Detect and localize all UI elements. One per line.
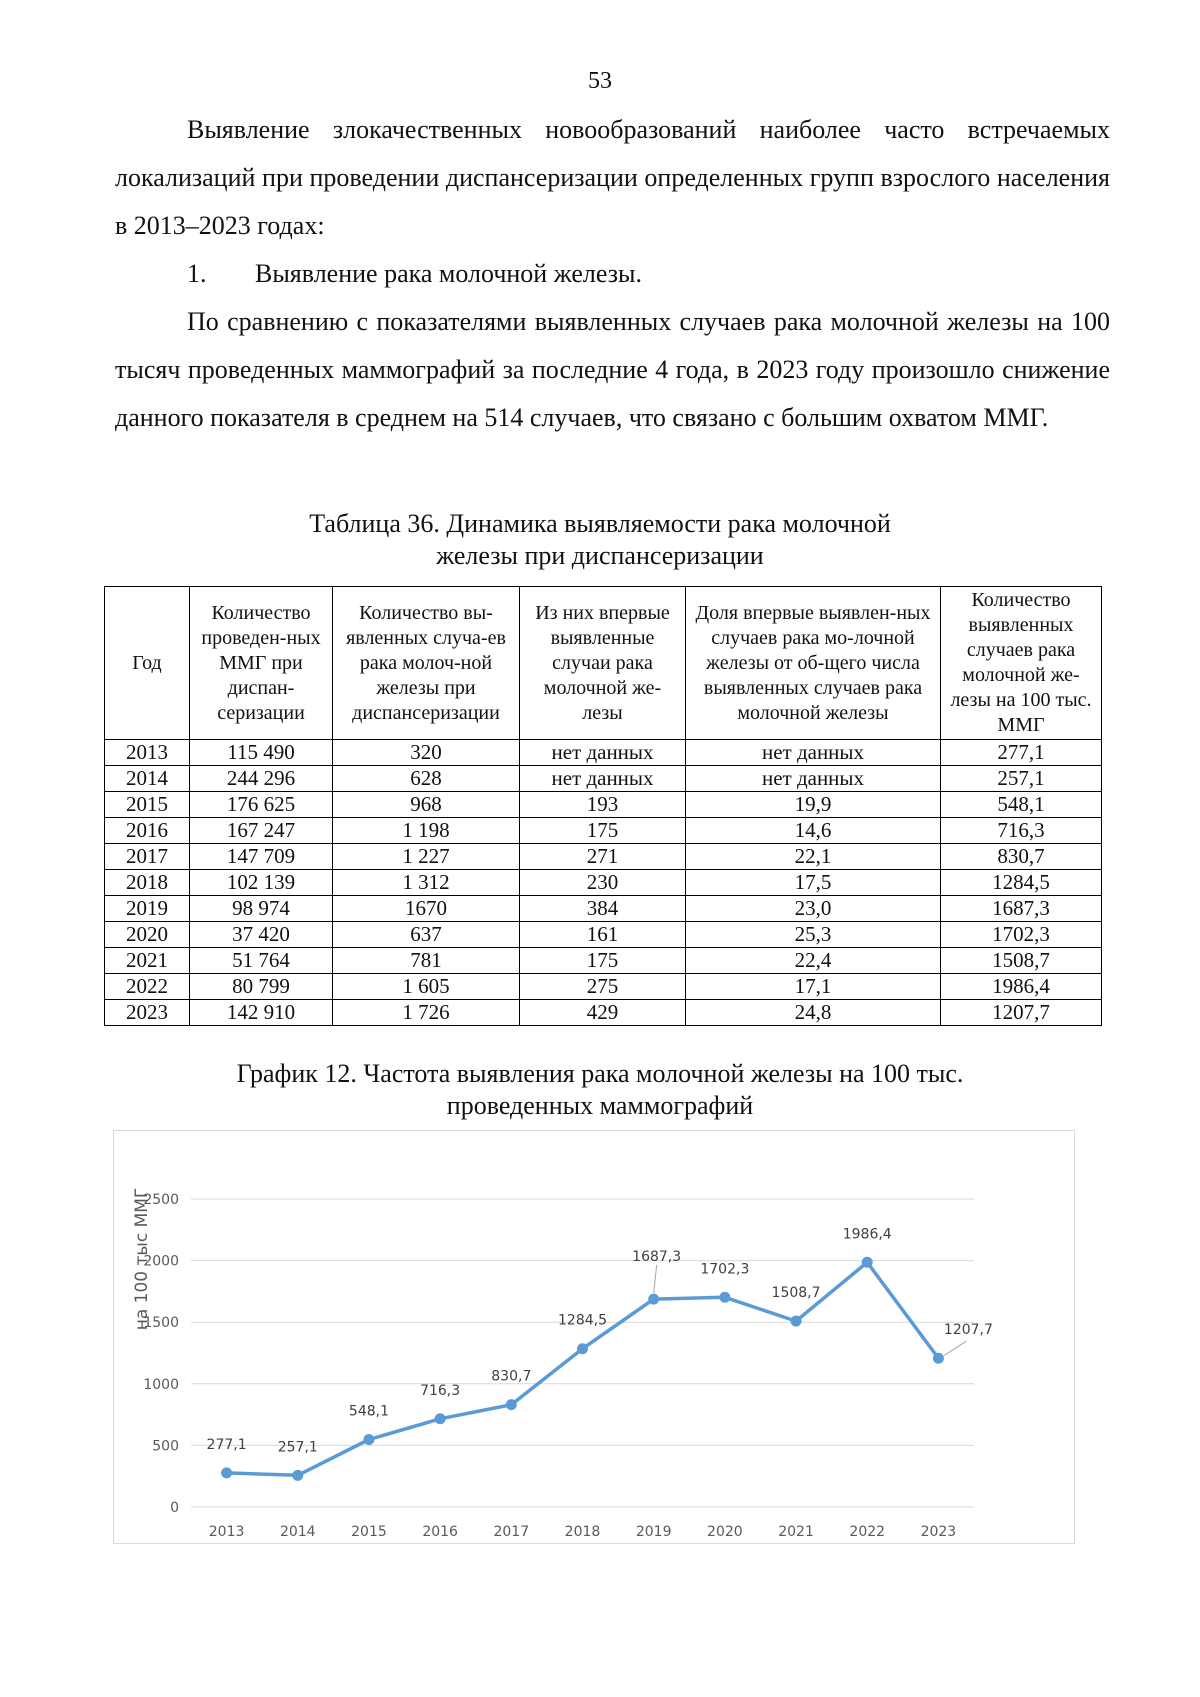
series-line-layer [227,1262,939,1475]
chart-caption-line1: График 12. Частота выявления рака молочной железы на 100 тыс. [236,1059,964,1088]
cell-detected-cases: 637 [333,922,520,948]
cell-mmg-count: 37 420 [190,922,333,948]
data-label: 548,1 [348,1403,390,1420]
cell-detected-cases: 1 605 [333,974,520,1000]
y-tick-label: 2000 [143,1253,179,1270]
leader-line [654,1265,657,1293]
list-item-number: 1. [187,259,207,288]
data-label: 830,7 [491,1368,532,1385]
cell-per-100k: 830,7 [941,844,1102,870]
cell-first-detected: 161 [520,922,686,948]
cell-detected-cases: 968 [333,792,520,818]
data-point [648,1294,659,1305]
cell-mmg-count: 176 625 [190,792,333,818]
cell-share: 24,8 [686,1000,941,1026]
chart-caption-line2: проведенных маммографий [446,1091,754,1120]
series-line [227,1262,939,1475]
x-tick-label: 2016 [422,1524,458,1540]
data-point [435,1413,446,1424]
cell-first-detected: нет данных [520,766,686,792]
data-label: 1687,3 [632,1249,682,1266]
table-caption-line2: железы при диспансеризации [436,541,764,570]
page-number: 53 [588,68,612,94]
data-label: 1284,5 [558,1312,607,1329]
cell-mmg-count: 80 799 [190,974,333,1000]
cell-year: 2016 [105,818,190,844]
data-label: 257,1 [277,1439,318,1456]
table-row [105,1000,1102,1026]
x-tick-label: 2021 [778,1524,814,1540]
cell-share: 19,9 [686,792,941,818]
x-tick-label: 2013 [208,1524,245,1540]
cell-detected-cases: 628 [333,766,520,792]
data-label: 277,1 [206,1436,247,1453]
cell-year: 2019 [105,896,190,922]
cell-year: 2018 [105,870,190,896]
list-item [115,250,1110,298]
cell-first-detected: 275 [520,974,686,1000]
cell-mmg-count: 147 709 [190,844,333,870]
cell-per-100k: 1207,7 [941,1000,1102,1026]
cell-per-100k: 548,1 [941,792,1102,818]
data-point [791,1316,802,1327]
x-tick-label: 2022 [849,1524,886,1540]
header-cell-mmg-count: Количество проведен-ных ММГ при диспан-серизации [190,587,333,740]
data-point [862,1257,873,1268]
cell-year: 2023 [105,1000,190,1026]
table-row [105,766,1102,792]
table-row [105,870,1102,896]
cell-share: 22,1 [686,844,941,870]
table-caption-line1: Таблица 36. Динамика выявляемости рака молочной [309,509,891,538]
cell-mmg-count: 51 764 [190,948,333,974]
cell-year: 2015 [105,792,190,818]
cell-first-detected: 175 [520,948,686,974]
table-row [105,948,1102,974]
y-tick-label: 1500 [143,1315,179,1332]
cell-per-100k: 716,3 [941,818,1102,844]
data-point [221,1467,232,1478]
cell-detected-cases: 1670 [333,896,520,922]
y-axis-label: на 100 тыс ММГ [132,1187,152,1331]
body-paragraph: По сравнению с показателями выявленных случаев рака молочной железы на 100 тысяч проведенных маммографий за последние 4 года, в 2023 году произошло снижение данного показателя в среднем на 514 случаев, что связано с большим охватом ММГ. [115,307,1110,432]
data-point [363,1434,374,1445]
table-row [105,740,1102,766]
cell-mmg-count: 98 974 [190,896,333,922]
cell-year: 2020 [105,922,190,948]
cell-mmg-count: 102 139 [190,870,333,896]
list-item-text: Выявление рака молочной железы. [255,259,642,288]
cell-first-detected: 175 [520,818,686,844]
leader-line [944,1341,966,1355]
cell-share: 17,1 [686,974,941,1000]
cell-year: 2014 [105,766,190,792]
x-tick-label: 2014 [279,1524,316,1540]
header-cell-year: Год [105,587,190,740]
table-row [105,974,1102,1000]
text-body [115,106,1110,442]
data-point [933,1353,944,1364]
y-tick-label: 1000 [143,1376,179,1393]
chart-svg [114,1131,1074,1543]
header-cell-detected-cases: Количество вы-явленных случа-ев рака молоч-ной железы при диспансеризации [333,587,520,740]
table-row [105,792,1102,818]
x-axis-ticks [209,1524,956,1540]
cell-first-detected: 271 [520,844,686,870]
data-point [506,1399,517,1410]
cell-first-detected: нет данных [520,740,686,766]
data-point [719,1292,730,1303]
line-chart [113,1130,1075,1544]
cell-detected-cases: 1 726 [333,1000,520,1026]
cell-share: 14,6 [686,818,941,844]
data-point [292,1470,303,1481]
data-point [577,1343,588,1354]
cell-year: 2021 [105,948,190,974]
cell-first-detected: 429 [520,1000,686,1026]
x-tick-label: 2019 [635,1524,672,1540]
data-table [104,586,1102,1026]
table-header-row [105,587,1102,740]
cell-mmg-count: 115 490 [190,740,333,766]
cell-year: 2022 [105,974,190,1000]
y-tick-label: 2500 [143,1192,179,1208]
cell-per-100k: 1702,3 [941,922,1102,948]
cell-per-100k: 1687,3 [941,896,1102,922]
table-row [105,818,1102,844]
table-row [105,844,1102,870]
header-cell-first-detected: Из них впервые выявленные случаи рака молочной же-лезы [520,587,686,740]
table-row [105,896,1102,922]
cell-detected-cases: 781 [333,948,520,974]
cell-detected-cases: 1 312 [333,870,520,896]
x-tick-label: 2018 [564,1524,601,1540]
data-label: 1508,7 [771,1285,821,1302]
cell-share: нет данных [686,766,941,792]
table-caption [0,508,1200,572]
cell-year: 2017 [105,844,190,870]
header-cell-per-100k: Количество выявленных случаев рака молочной же-лезы на 100 тыс. ММГ [941,587,1102,740]
cell-per-100k: 1284,5 [941,870,1102,896]
cell-share: 17,5 [686,870,941,896]
table-row [105,922,1102,948]
cell-detected-cases: 1 227 [333,844,520,870]
x-tick-label: 2015 [351,1524,387,1540]
cell-year: 2013 [105,740,190,766]
cell-per-100k: 277,1 [941,740,1102,766]
cell-share: нет данных [686,740,941,766]
x-tick-label: 2020 [707,1524,743,1540]
cell-share: 23,0 [686,896,941,922]
data-label: 1702,3 [700,1261,750,1278]
data-label: 1986,4 [842,1226,892,1243]
chart-caption [0,1058,1200,1122]
cell-detected-cases: 1 198 [333,818,520,844]
cell-share: 25,3 [686,922,941,948]
cell-first-detected: 193 [520,792,686,818]
data-label: 716,3 [420,1382,461,1399]
cell-mmg-count: 167 247 [190,818,333,844]
cell-detected-cases: 320 [333,740,520,766]
cell-share: 22,4 [686,948,941,974]
data-label: 1207,7 [943,1322,993,1339]
cell-per-100k: 1986,4 [941,974,1102,1000]
x-tick-label: 2023 [920,1524,957,1540]
table-body [105,740,1102,1026]
cell-per-100k: 257,1 [941,766,1102,792]
cell-mmg-count: 244 296 [190,766,333,792]
heading-paragraph: Выявление злокачественных новообразований наиболее часто встречаемых локализаций при проведении диспансеризации определенных групп взрослого населения в 2013–2023 годах: [115,115,1110,240]
cell-mmg-count: 142 910 [190,1000,333,1026]
y-tick-label: 0 [170,1500,179,1516]
cell-first-detected: 230 [520,870,686,896]
cell-first-detected: 384 [520,896,686,922]
x-tick-label: 2017 [493,1524,530,1540]
cell-per-100k: 1508,7 [941,948,1102,974]
y-tick-label: 500 [152,1438,179,1455]
header-cell-share: Доля впервые выявлен-ных случаев рака мо-лочной железы от об-щего числа выявленных случаев рака молочной железы [686,587,941,740]
